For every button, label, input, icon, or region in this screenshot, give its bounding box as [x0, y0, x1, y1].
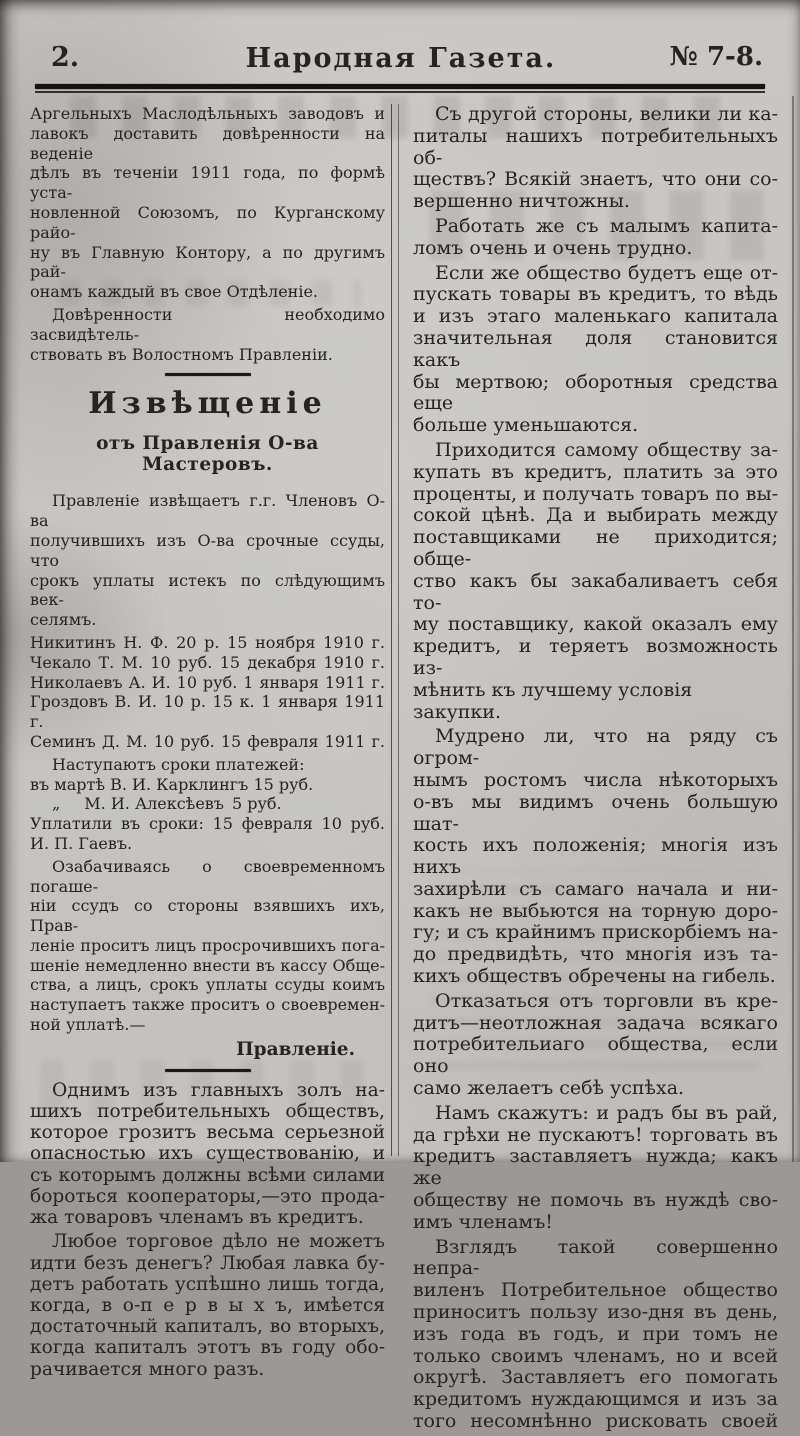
- text-line: получившихъ изъ О-ва срочные ссуды, что: [30, 530, 386, 570]
- text-line: Правленіе извѣщаетъ г.г. Членовъ О-ва: [30, 491, 386, 531]
- text-line: Съ другой стороны, велики ли ка-: [435, 104, 778, 125]
- text-line: виленъ Потребительное общество: [413, 1279, 778, 1302]
- text-line: да грѣхи не пускаютъ! торговать въ: [413, 1123, 778, 1146]
- text-line: кредитъ, и теряетъ возможность из-: [413, 635, 778, 679]
- text-line: идти безъ денегъ? Любая лавка бу-: [30, 1252, 386, 1274]
- left-column: [30, 104, 385, 1383]
- article-heading: Извѣщеніе: [88, 386, 327, 422]
- text-line: округѣ. Заставляетъ его помогать: [413, 1366, 778, 1389]
- text-line: ну въ Главную Контору, а по другимъ рай-: [30, 242, 386, 282]
- text-line: Отказаться отъ торговли въ кре-: [435, 989, 778, 1012]
- text-line: того несомнѣнно рисковать своей: [413, 1410, 778, 1433]
- text-line: Чекало Т. М. 10 руб. 15 декабря 1910 г.: [30, 652, 386, 672]
- header-rule: [35, 84, 765, 93]
- header-rule-thin: [35, 91, 765, 93]
- text-line: ніи ссудъ со стороны взявшихъ ихъ, Прав-: [30, 896, 386, 936]
- text-line: бы мертвою; оборотныя средства еще: [413, 370, 778, 415]
- paragraph: [413, 1237, 778, 1433]
- issue-number: № 7-8.: [669, 42, 763, 72]
- text-line: новленной Союзомъ, по Курганскому райо-: [30, 202, 386, 242]
- text-line: проценты, и получать товаръ по вы-: [413, 482, 778, 505]
- text-line: ществъ? Всякій знаетъ, что они со-: [413, 168, 778, 191]
- paragraph: [413, 1103, 778, 1234]
- text-line: срокъ уплаты истекъ по слѣдующимъ век-: [30, 570, 386, 610]
- right-column: [413, 104, 778, 1436]
- text-line: опасностью ихъ существованію, и: [30, 1143, 386, 1165]
- paragraph: [413, 263, 778, 437]
- text-line: только своимъ членамъ, но и всей: [413, 1344, 778, 1367]
- page-header: [35, 40, 767, 82]
- text-line: когда, в о-п е р в ы х ъ, имѣется: [30, 1294, 386, 1316]
- text-line: детъ работать успѣшно лишь тогда,: [30, 1273, 386, 1295]
- text-line: ной уплатѣ.—: [30, 1015, 146, 1035]
- text-line: Аргельныхъ Маслодѣльныхъ заводовъ и: [30, 104, 386, 123]
- columns-area: [30, 104, 778, 1433]
- text-line: приноситъ пользу изо-дня въ день,: [413, 1301, 778, 1324]
- text-line: значительная доля становится какъ: [413, 326, 778, 371]
- text-line: потребительиаго общества, если оно: [413, 1033, 778, 1078]
- text-line: Приходится самому обществу за-: [435, 438, 778, 461]
- text-line: изъ года въ годъ, и при томъ не: [413, 1322, 778, 1345]
- text-line: ство какъ бы закабаливаетъ себя то-: [413, 569, 778, 614]
- article-subheading: отъ Правленія О-ва Мастеровъ.: [96, 433, 319, 476]
- text-line: до предвидѣть, что многія изъ та-: [413, 943, 778, 966]
- paragraph: [413, 440, 778, 723]
- text-line: рачивается много разъ.: [30, 1358, 265, 1380]
- text-line: Семинъ Д. М. 10 руб. 15 февраля 1911 г.: [30, 731, 386, 751]
- text-line: достаточный капиталъ, во вторыхъ,: [30, 1316, 386, 1338]
- text-line: наступаетъ также проситъ о своевремен-: [30, 995, 386, 1015]
- text-line: питалы нашихъ потребительныхъ об-: [413, 124, 778, 169]
- text-line: Николаевъ А. И. 10 руб. 1 января 1911 г.: [30, 672, 386, 692]
- text-line: Намъ скажутъ: и радъ бы въ рай,: [435, 1101, 778, 1124]
- paragraph: [30, 1231, 385, 1379]
- text-line: дитъ—неотложная задача всякаго: [413, 1011, 778, 1034]
- text-line: онамъ каждый въ свое Отдѣленіе.: [30, 282, 319, 302]
- paragraph: [413, 216, 778, 260]
- signature: Правленіе.: [236, 1038, 356, 1060]
- text-line: обществу не помочь въ нуждѣ сво-: [413, 1189, 778, 1212]
- text-line: шихъ потребительныхъ обществъ,: [30, 1101, 386, 1123]
- text-line: шеніе немедленно внести въ кассу Обще-: [30, 955, 386, 975]
- text-line: ства, а лицъ, срокъ уплаты ссуды коимъ: [30, 975, 386, 995]
- text-line: въ мартѣ В. И. Карклингъ 15 руб.: [30, 774, 314, 794]
- text-line: больше уменьшаются.: [413, 414, 639, 437]
- section-divider: [165, 373, 251, 376]
- text-line: съ которымъ должны всѣми силами: [30, 1164, 386, 1186]
- text-line: Однимъ изъ главныхъ золъ на-: [52, 1079, 386, 1101]
- text-line: имъ членамъ!: [413, 1210, 553, 1233]
- paragraph: [413, 104, 778, 213]
- text-line: И. П. Гаевъ.: [30, 833, 133, 853]
- text-line: леніе проситъ лицъ просрочившихъ пога-: [30, 935, 386, 955]
- text-line: му поставщику, какой оказалъ ему: [413, 613, 778, 636]
- paragraph: [30, 857, 385, 1035]
- text-line: кость ихъ положенія; многія изъ нихъ: [413, 834, 778, 879]
- page-number: 2.: [51, 42, 80, 73]
- text-line: ствовать въ Волостномъ Правленіи.: [30, 344, 333, 364]
- masthead-title: Народная Газета.: [245, 43, 557, 74]
- text-line: Взглядъ такой совершенно непра-: [413, 1235, 778, 1280]
- text-line: бороться кооператоры,—это прода-: [30, 1185, 386, 1207]
- text-line: купать въ кредитъ, платить за это: [413, 460, 778, 483]
- text-line: кредитомъ нуждающимся и изъ за: [413, 1388, 778, 1411]
- paragraph: [30, 305, 385, 364]
- text-line: поставщиками не приходится; обще-: [413, 526, 778, 570]
- text-line: кредитъ заставляетъ нужда; какъ же: [413, 1145, 778, 1190]
- text-line: вершенно ничтожны.: [413, 190, 630, 213]
- paragraph: [30, 755, 385, 854]
- paragraph: [30, 104, 385, 302]
- text-line: само желаетъ себѣ успѣха.: [413, 1077, 685, 1100]
- section-divider: [165, 1069, 251, 1072]
- text-line: гу; и съ крайнимъ прискорбіемъ на-: [413, 921, 778, 944]
- text-line: кихъ обществъ обречены на гибель.: [413, 965, 776, 988]
- text-line: Наступаютъ сроки платежей:: [52, 754, 305, 774]
- text-line: Уплатили въ сроки: 15 февраля 10 руб.: [30, 814, 386, 834]
- page-edge-line: [792, 96, 794, 1162]
- paragraph: [413, 726, 778, 988]
- column-divider: [391, 104, 399, 1156]
- text-line: ломъ очень и очень трудно.: [413, 236, 693, 259]
- text-line: какъ не выбьются на торную доро-: [413, 899, 778, 922]
- text-line: дѣлъ въ теченіи 1911 года, по формѣ уста-: [30, 163, 386, 203]
- paragraph: [413, 991, 778, 1100]
- header-rule-thick: [35, 84, 765, 89]
- text-line: о-въ мы видимъ очень большую шат-: [413, 790, 778, 835]
- text-line: Мудрено ли, что на ряду съ огром-: [413, 725, 778, 770]
- text-line: которое грозитъ весьма серьезной: [30, 1122, 386, 1144]
- text-line: пускать товары въ кредитъ, то вѣдь: [413, 283, 778, 306]
- text-line: захирѣли съ самаго начала и ни-: [413, 877, 778, 900]
- text-line: Озабачиваясь о своевременномъ погаше-: [30, 856, 386, 896]
- text-line: Довѣренности необходимо засвидѣтель-: [30, 304, 386, 344]
- text-line: Любое торговое дѣло не можетъ: [52, 1231, 386, 1253]
- text-line: мѣнить къ лучшему условія закупки.: [413, 678, 693, 723]
- text-line: Работать же съ малымъ капита-: [435, 214, 778, 237]
- text-line: когда капиталъ этотъ въ году обо-: [30, 1337, 386, 1359]
- paragraph: [30, 491, 385, 630]
- paragraph: [30, 633, 385, 752]
- paragraph: [30, 1080, 385, 1228]
- text-line: сокой цѣнѣ. Да и выбирать между: [413, 504, 778, 527]
- text-line: жа товаровъ членамъ въ кредитъ.: [30, 1207, 364, 1229]
- text-line: Никитинъ Н. Ф. 20 р. 15 ноября 1910 г.: [30, 632, 386, 652]
- text-line: „ М. И. Алексѣевъ 5 руб.: [52, 794, 282, 814]
- text-line: Если же общество будетъ еще от-: [435, 261, 778, 284]
- text-line: и изъ этаго маленькаго капитала: [413, 305, 778, 328]
- text-line: лавокъ доставить довѣренности на веденіе: [30, 123, 386, 163]
- text-line: Гроздовъ В. И. 10 р. 15 к. 1 января 1911 г.: [30, 692, 386, 732]
- text-line: селямъ.: [30, 610, 97, 630]
- text-line: нымъ ростомъ числа нѣкоторыхъ: [413, 768, 778, 791]
